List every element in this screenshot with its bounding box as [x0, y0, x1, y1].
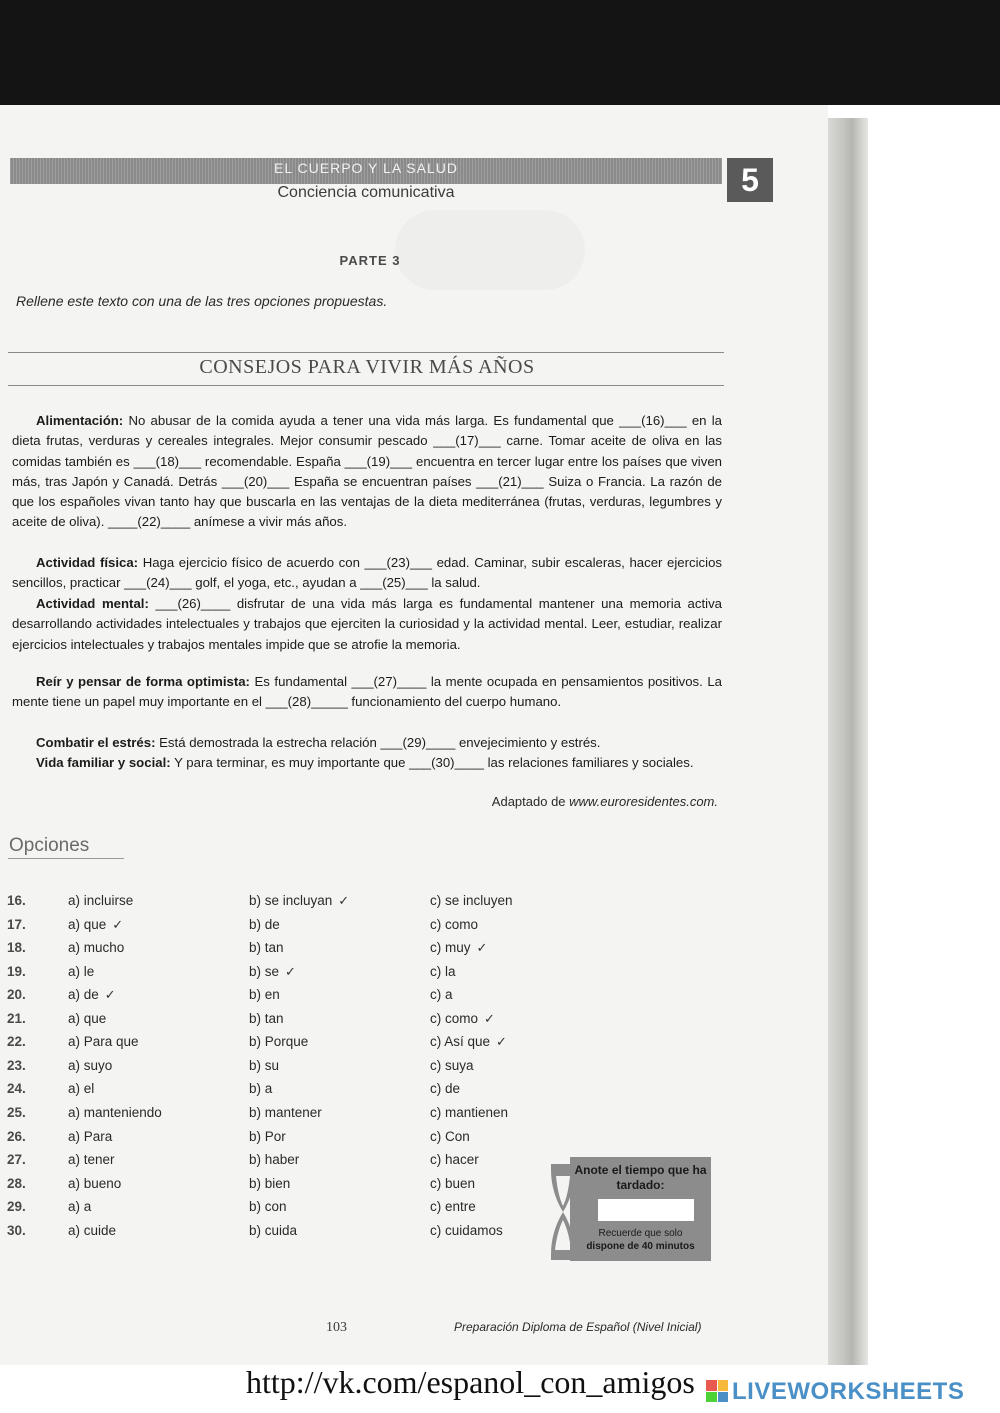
option-row — [0, 893, 600, 915]
option-c[interactable]: c) como ✓ — [430, 1010, 495, 1026]
option-a[interactable]: a) de ✓ — [68, 987, 116, 1003]
options-heading-rule — [8, 858, 124, 859]
option-number: 26. — [7, 1128, 26, 1144]
watermark-url: http://vk.com/espanol_con_amigos — [246, 1364, 695, 1400]
option-c[interactable]: c) muy ✓ — [430, 940, 488, 956]
faded-watermark-decoration — [395, 210, 585, 290]
option-c[interactable]: c) suya — [430, 1057, 474, 1073]
option-row — [0, 1034, 600, 1056]
title-rule-top — [8, 352, 724, 353]
scan-dark-background — [0, 0, 1000, 105]
paragraph-label: Actividad física: — [36, 555, 139, 570]
option-c[interactable]: c) a — [430, 987, 453, 1003]
option-a[interactable]: a) bueno — [68, 1175, 122, 1191]
check-mark-icon: ✓ — [484, 1010, 495, 1026]
option-row — [0, 1176, 600, 1198]
check-mark-icon: ✓ — [104, 987, 116, 1003]
option-number: 19. — [7, 963, 26, 979]
check-mark-icon: ✓ — [476, 940, 488, 956]
option-a[interactable]: a) le — [68, 963, 95, 979]
option-b[interactable]: b) mantener — [249, 1104, 322, 1120]
option-b[interactable]: b) se ✓ — [249, 963, 296, 979]
option-a[interactable]: a) tener — [68, 1152, 115, 1168]
check-mark-icon: ✓ — [338, 893, 350, 908]
option-b[interactable]: b) de — [249, 916, 280, 932]
article-title: CONSEJOS PARA VIVIR MÁS AÑOS — [199, 356, 535, 378]
paragraph-text: Es fundamental ___(27)____ la mente ocupada en pensamientos positivos. La mente tiene un papel muy importante en el ___(28)_____ funcionamiento del cuerpo humano. — [12, 674, 723, 710]
paragraph-text: Haga ejercicio físico de acuerdo con ___(23)___ edad. Caminar, subir escaleras, hacer ejercicios sencillos, practicar ___(24)___ golf, el yoga, etc., ayudan a ___(25)___ la salud. — [12, 555, 722, 591]
option-b[interactable]: b) Porque — [249, 1034, 309, 1050]
scan-margin — [868, 125, 1000, 1413]
option-b[interactable]: b) su — [249, 1057, 280, 1073]
option-number: 25. — [7, 1104, 26, 1120]
option-a[interactable]: a) a — [68, 1199, 92, 1215]
option-a[interactable]: a) que ✓ — [68, 916, 124, 932]
option-c[interactable]: c) mantienen — [430, 1104, 509, 1120]
option-a[interactable]: a) Para que — [68, 1034, 139, 1050]
option-row — [0, 917, 600, 939]
option-c[interactable]: c) hacer — [430, 1152, 479, 1168]
paragraph-text: ___(26)____ disfrutar de una vida más larga es fundamental mantener una memoria activa desarrollando actividades intelectuales y trabajos que ejerciten la curiosidad y la actividad mental. Leer, estudiar, realizar ejercicios intelectuales y trabajos mentales impide que se atrofie la memoria. — [12, 596, 722, 652]
option-a[interactable]: a) cuide — [68, 1222, 117, 1238]
option-number: 30. — [7, 1222, 26, 1238]
check-mark-icon: ✓ — [112, 916, 124, 932]
option-c[interactable]: c) la — [430, 963, 456, 979]
option-c[interactable]: c) se incluyen — [430, 893, 513, 908]
option-row — [0, 1223, 600, 1245]
book-page-edge — [828, 118, 868, 1368]
timer-label: Anote el tiempo que ha tardado: — [574, 1163, 707, 1192]
paragraph-alimentacion — [12, 411, 722, 533]
section-subtitle: Conciencia comunicativa — [277, 184, 455, 201]
timer-box — [570, 1157, 711, 1261]
publication-title: Preparación Diploma de Español (Nivel Inicial) — [454, 1320, 702, 1334]
title-rule-bottom — [8, 385, 724, 386]
option-row — [0, 1152, 600, 1174]
timer-note-line2: dispone de 40 minutos — [586, 1241, 695, 1252]
option-row — [0, 987, 600, 1009]
option-b[interactable]: b) en — [249, 987, 280, 1003]
liveworksheets-logo-icon — [706, 1380, 728, 1402]
option-b[interactable]: b) con — [249, 1199, 287, 1215]
option-c[interactable]: c) cuidamos — [430, 1222, 503, 1238]
option-number: 27. — [7, 1152, 26, 1168]
section-title: EL CUERPO Y LA SALUD — [274, 160, 458, 176]
option-row — [0, 1199, 600, 1221]
option-row — [0, 1129, 600, 1151]
option-number: 29. — [7, 1199, 26, 1215]
option-b[interactable]: b) cuida — [249, 1222, 298, 1238]
option-c[interactable]: c) Con — [430, 1128, 470, 1144]
option-b[interactable]: b) se incluyan ✓ — [249, 893, 350, 908]
option-b[interactable]: b) tan — [249, 1010, 284, 1026]
option-row — [0, 1105, 600, 1127]
option-number: 22. — [7, 1034, 26, 1050]
check-mark-icon: ✓ — [285, 963, 296, 979]
option-a[interactable]: a) el — [68, 1081, 95, 1097]
option-c[interactable]: c) entre — [430, 1199, 476, 1215]
paragraph-label: Reír y pensar de forma optimista: — [36, 674, 250, 689]
paragraph-actividad-mental — [12, 594, 722, 655]
paragraph-reir — [12, 672, 722, 713]
option-c[interactable]: c) buen — [430, 1175, 476, 1191]
paragraph-vida-familiar — [12, 753, 722, 773]
option-row — [0, 1081, 600, 1103]
option-row — [0, 964, 600, 986]
timer-note — [570, 1227, 711, 1253]
option-number: 23. — [7, 1057, 26, 1073]
options-heading: Opciones — [9, 835, 90, 856]
option-a[interactable]: a) suyo — [68, 1057, 113, 1073]
part-heading: PARTE 3 — [339, 253, 401, 268]
timer-note-line1: Recuerde que solo — [598, 1228, 683, 1239]
time-input-field[interactable] — [598, 1199, 694, 1221]
option-row — [0, 1058, 600, 1080]
paragraph-label: Combatir el estrés: — [36, 735, 156, 750]
chapter-number: 5 — [727, 158, 773, 202]
paragraph-text: Y para terminar, es muy importante que ___(30)____ las relaciones familiares y sociales. — [174, 755, 694, 770]
option-number: 20. — [7, 987, 26, 1003]
paragraph-label: Actividad mental: — [36, 596, 149, 611]
option-number: 18. — [7, 940, 26, 956]
source-prefix: Adaptado de — [491, 794, 566, 809]
option-a[interactable]: a) que — [68, 1010, 107, 1026]
paragraph-actividad-fisica — [12, 553, 722, 594]
option-a[interactable]: a) mucho — [68, 940, 125, 956]
page-number: 103 — [326, 1320, 347, 1335]
option-b[interactable]: b) haber — [249, 1152, 300, 1168]
option-number: 28. — [7, 1175, 26, 1191]
option-b[interactable]: b) tan — [249, 940, 284, 956]
option-b[interactable]: b) a — [249, 1081, 273, 1097]
option-a[interactable]: a) Para — [68, 1128, 113, 1144]
option-c[interactable]: c) como — [430, 916, 479, 932]
liveworksheets-badge[interactable] — [706, 1378, 1000, 1408]
option-row — [0, 1011, 600, 1033]
paragraph-estres — [12, 733, 722, 753]
option-a[interactable]: a) manteniendo — [68, 1104, 162, 1120]
option-b[interactable]: b) Por — [249, 1128, 286, 1144]
paragraph-label: Alimentación: — [36, 413, 124, 428]
paragraph-text: Está demostrada la estrecha relación ___(29)____ envejecimiento y estrés. — [159, 735, 601, 750]
source-url: www.euroresidentes.com. — [569, 794, 718, 809]
option-b[interactable]: b) bien — [249, 1175, 291, 1191]
option-c[interactable]: c) Así que ✓ — [430, 1034, 507, 1050]
source-citation — [492, 794, 718, 809]
option-number: 21. — [7, 1010, 26, 1026]
option-number: 16. — [7, 893, 26, 908]
paragraph-label: Vida familiar y social: — [36, 755, 171, 770]
option-c[interactable]: c) de — [430, 1081, 461, 1097]
option-row — [0, 940, 600, 962]
check-mark-icon: ✓ — [496, 1034, 507, 1050]
paragraph-text: No abusar de la comida ayuda a tener una vida más larga. Es fundamental que ___(16)___ en la dieta frutas, verduras y cereales integrales. Mejor consumir pescado ___(17)___ carne. Tomar aceite de oliva en las comidas también es ___(18)___ recomendable. España ___(19)___ encuentra en tercer lugar entre los países que viven más, tras Japón y Canadá. Detrás ___(20)___ España se encuentran países ___(21)___ Suiza o Francia. La razón de que los españoles vivan tanto hay que buscarla en las ventajas de la dieta mediterránea (frutas, verduras, legumbres y aceite de oliva). ____(22)____ anímese a vivir más años. — [12, 413, 722, 530]
instruction-text: Rellene este texto con una de las tres opciones propuestas. — [16, 293, 388, 309]
option-a[interactable]: a) incluirse — [68, 893, 134, 908]
option-number: 24. — [7, 1081, 26, 1097]
option-number: 17. — [7, 916, 26, 932]
liveworksheets-brand-text: LIVEWORKSHEETS — [732, 1378, 965, 1405]
